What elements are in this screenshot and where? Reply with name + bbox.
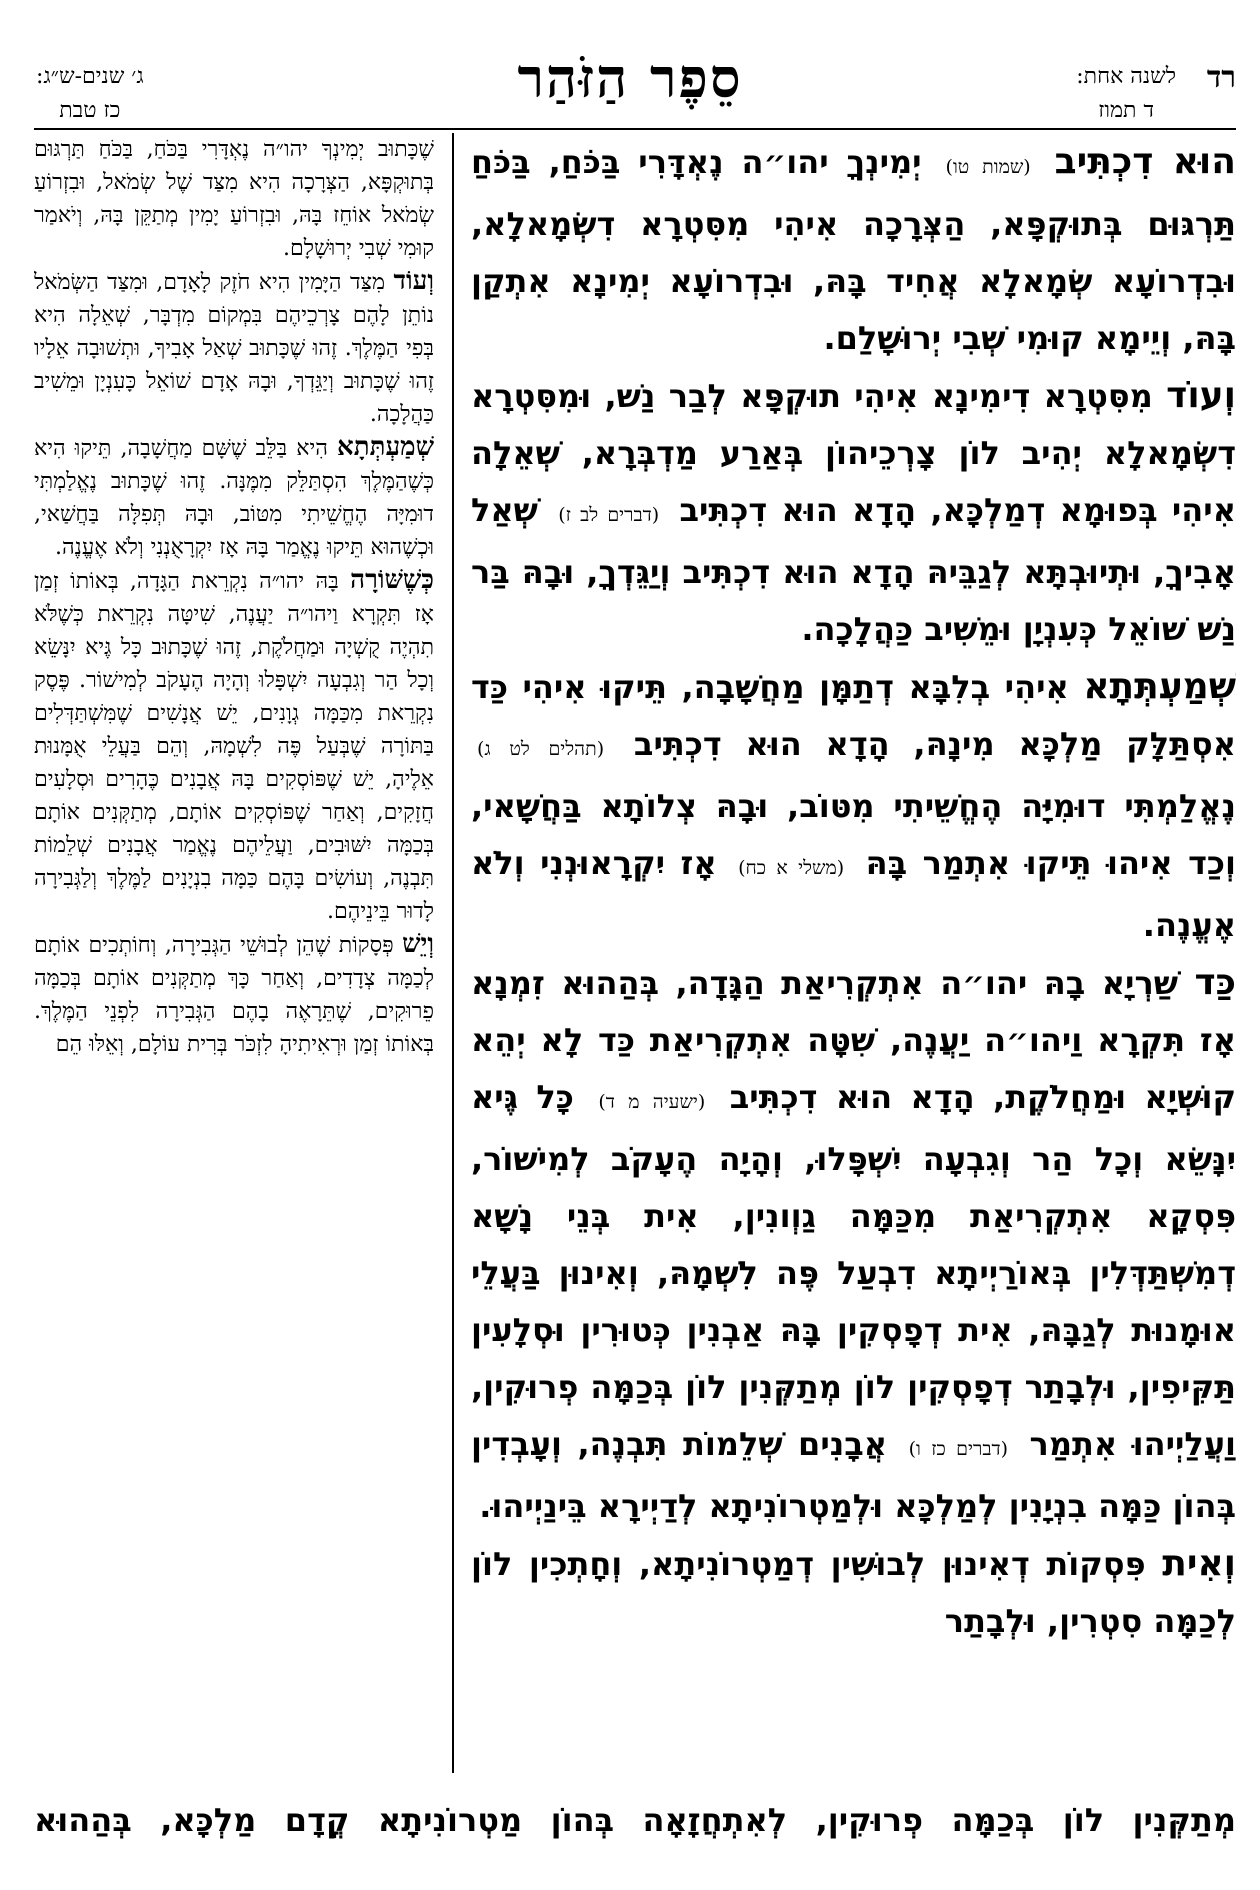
main-p3-text2: נֶאֱלַמְתִּי דוּמִיָּה הֶחֱשֵׁיתִי מִטּוֹב, וּבָהּ צְלוֹתָא בַּחֲשָׁאי, וְכַד אִיהוּ תֵּיקוּ אִתְמַר בָּהּ <box>471 787 1236 882</box>
side-p1-text: שֶׁכָּתוּב יְמִינְךָ יהו״ה נֶאְדָּרִי בַּכֹּחַ, בַּכֹּחַ תַּרְגּוּם בְּתוּקְפָּא, הַצְּרָכָה הִיא מִצַּד שֶׁל שְׂמֹאל, וּבִזְרוֹעַ שְׂמֹאל אוֹחֵז בָּהּ, וּבִזְרוֹעַ יָמִין מְתַקֵּן בָּהּ, וְיֹאמַר קוּמִי שְׁבִי יְרוּשָׁלָם. <box>34 137 434 261</box>
main-p3-text3: אָז יִקְרָאוּנְנִי וְלֹא אֶעֱנֶה. <box>471 844 1236 944</box>
side-p2-text: מִצַּד הַיָּמִין הִיא חֹזֶק לָאָדָם, וּמִצַּד הַשְּׂמֹאל נוֹתֵן לָהֶם צָרְכֵיהֶם בִּמְקוֹם מִדְבָּר, שְׁאֵלָה הִיא בְּפִי הַמֶּלֶךְ. זֶהוּ שֶׁכָּתוּב שְׁאַל אָבִיךָ, וּתְשׁוּבָה אֵלָיו זֶהוּ שֶׁכָּתוּב וְיַגֵּדְךָ, וּבָהּ אָדָם שׁוֹאֵל כָּעִנְיָן וּמֵשִׁיב כַּהֲלָכָה. <box>34 270 434 427</box>
main-paragraph-2 <box>471 367 1236 658</box>
main-p4-text1: שַׁרְיָא בָהּ יהו״ה אִתְקְרִיאַת הַגָּדָה, בְּהַהוּא זִמְנָא אָז תִּקְרָא וַיהו״ה יַעֲנֶה, שִׁטָּה אִתְקְרִיאַת כַּד לָא יְהֵא קוּשְׁיָא וּמַחֲלֹקֶת, הָדָא הוּא דִכְתִּיב <box>471 964 1236 1116</box>
main-p4-text2: כָּל גֶּיא יִנָּשֵׂא וְכָל הַר וְגִבְעָה יִשְׁפָּלוּ, וְהָיָה הֶעָקֹב לְמִישׁוֹר, פִּסְקָא אִתְקְרִיאַת מִכַּמָּה גַוְונִין, אִית בְּנֵי נָשָׁא דְמִשְׁתַּדְּלִין בְּאוֹרַיְיתָא דִבְעַל פֶּה לִשְׁמָהּ, וְאִינוּן בַּעֲלֵי אוּמָנוּת לְגַבָּהּ, אִית דְפָסְקִין בָּהּ אַבְנִין כְּטוּרִין וּסְלָעִין תַּקִּיפִין, וּלְבָתַר דְפָסְקִין לוֹן מְתַקְּנִין לוֹן בְּכַמָּה פְרוּקִין, וַעֲלַיְיהוּ אִתְמַר <box>471 1078 1236 1463</box>
page-number: רד <box>1206 60 1236 95</box>
main-p3-ref: (תהלים לט ג) <box>477 738 605 760</box>
main-paragraph-5 <box>471 1535 1236 1650</box>
main-p3-ref2: (משלי א כח) <box>738 857 845 879</box>
header-right-line2: ד תמוז <box>1098 98 1155 123</box>
main-paragraph-4 <box>471 954 1236 1535</box>
translation-column <box>34 133 434 1773</box>
column-divider <box>452 133 454 1773</box>
continuation-line: מְתַקְּנִין לוֹן בְּכַמָּה פְרוּקִין, לְאִתְחֲזָאָה בְּהוֹן מַטְרוֹנִיתָא קֳדָם מַלְכָּא, בְּהַהוּא <box>34 1801 1236 1839</box>
main-p5-lead: וְאִית <box>1162 1543 1236 1584</box>
page-header <box>0 0 1260 128</box>
header-left-line1: ג׳ שנים-ש״ג: <box>36 64 144 89</box>
main-p3-text1: אִיהִי בְלִבָּא דְתַמָּן מַחֲשָׁבָה, תֵּיקוּ אִיהִי כַּד אִסְתַּלָּק מַלְכָּא מִינָהּ, הָדָא הוּא דִכְתִּיב <box>471 668 1236 763</box>
main-column <box>471 133 1236 1773</box>
main-p2-text2: שְׁאַל אָבִיךָ, וּתְיוּבְתָּא לְגַבֵּיהּ הָדָא הוּא דִכְתִּיב וְיַגֵּדְךָ, וּבָהּ בַּר נַשׁ שׁוֹאֵל כְּעִנְיָן וּמֵשִׁיב כַּהֲלָכָה. <box>471 491 1236 648</box>
main-p4-ref2: (דברים כז ו) <box>908 1438 1009 1460</box>
main-p1-lead: הוּא דִכְתִּיב <box>1054 141 1236 182</box>
side-p3-text: הִיא בַּלֵּב שֶׁשָּׁם מַחֲשָׁבָה, תֵּיקוּ הִיא כְּשֶׁהַמֶּלֶךְ הִסְתַּלֵּק מִמֶּנָּה. זֶהוּ שֶׁכָּתוּב נֶאֱלַמְתִּי דוּמִיָּה הֶחֱשֵׁיתִי מִטּוֹב, וּבָהּ תְּפִלָּה בַּחֲשַׁאי, וּכְשֶׁהוּא תֵּיקוּ נֶאֱמַר בָּהּ אָז יִקְרָאֻנְנִי וְלֹא אֶעֱנֶה. <box>34 436 434 560</box>
header-right-line1: לשנה אחת: <box>1076 64 1176 89</box>
side-p4-text: בָּהּ יהו״ה נִקְרֵאת הַגָּדָה, בְּאוֹתוֹ זְמַן אָז תִּקְרָא וַיהו״ה יַעֲנֶה, שִׁיטָּה נִקְרֵאת כְּשֶׁלֹּא תִהְיֶה קֻשְׁיָה וּמַחֲלֹקֶת, זֶהוּ שֶׁכָּתוּב כָּל גֶּיא יִנָּשֵׂא וְכָל הַר וְגִבְעָה יִשְׁפָּלוּ וְהָיָה הֶעָקֹב לְמִישׁוֹר. פֶּסֶק נִקְרֵאת מִכַּמָּה גְוָנִים, יֵשׁ אֲנָשִׁים שֶׁמִּשְׁתַּדְּלִים בַּתּוֹרָה שֶׁבְּעַל פֶּה לִשְׁמָהּ, וְהֵם בַּעֲלֵי אֻמָּנוּת אֵלֶיהָ, יֵשׁ שֶׁפּוֹסְקִים בָּהּ אֲבָנִים כֶּהָרִים וּסְלָעִים חֲזָקִים, וְאַחַר שֶׁפּוֹסְקִים אוֹתָם, מְתַקְּנִים אוֹתָם בְּכַמָּה יִשּׁוּבִים, וַעֲלֵיהֶם נֶאֱמַר אֲבָנִים שְׁלֵמוֹת תִּבְנֶה, וְעוֹשִׂים בָּהֶם כַּמָּה בִנְיָנִים לַמֶּלֶךְ וְלַגְּבִירָה לָדוּר בֵּינֵיהֶם. <box>34 569 434 924</box>
side-paragraph-3 <box>34 431 434 564</box>
side-p4-lead: כְּשֶׁשּׁוֹרָה <box>350 565 434 595</box>
side-p5-lead: וְיֵשׁ <box>402 929 434 959</box>
side-p5-text: פְּסָקוֹת שֶׁהֵן לְבוּשֵׁי הַגְּבִירָה, וְחוֹתְכִים אוֹתָם לְכַמָּה צְדָדִים, וְאַחַר כָּךְ מְתַקְּנִים אוֹתָם בְּכַמָּה פֵרוּקִים, שֶׁתֵּרָאֶה בָהֶם הַגְּבִירָה לִפְנֵי הַמֶּלֶךְ. בְּאוֹתוֹ זְמַן וּרְאִיתִיהָ לִזְכֹּר בְּרִית עוֹלָם, וְאֵלּוּ הֵם <box>34 933 434 1057</box>
side-paragraph-2 <box>34 265 434 431</box>
main-p2-text1: מִסִּטְרָא דִימִינָא אִיהִי תוּקְפָּא לְבַר נַשׁ, וּמִסִּטְרָא דִשְׂמָאלָא יְהִיב לוֹן צָרְכֵיהוֹן בְּאַרַע מַדְבְּרָא, שְׁאֵלָה אִיהִי בְּפוּמָא דְמַלְכָּא, הָדָא הוּא דִכְתִּיב <box>471 377 1236 529</box>
main-p3-lead: שְׁמַעְתְּתָא <box>1083 666 1236 707</box>
main-p4-ref: (ישעיה מ ד) <box>598 1091 706 1113</box>
header-left-line2: כז טבת <box>59 98 121 123</box>
header-rule <box>34 128 1236 130</box>
side-p2-lead: וְעוֹד <box>393 266 434 296</box>
header-left-block <box>36 60 144 128</box>
main-p4-lead: כַּד <box>1194 962 1236 1003</box>
main-p1-text: יְמִינְךָ יהו״ה נֶאְדָּרִי בַּכֹּחַ, בַּכֹּחַ תַּרְגּוּם בְּתוּקְפָּא, הַצְּרָכָה אִיהִי מִסִּטְרָא דִשְׂמָאלָא, וּבִדְרוֹעָא שְׂמָאלָא אֲחִיד בָּהּ, וּבִדְרוֹעָא יְמִינָא אִתְקַן בָּהּ, וְיֵימָא קוּמִי שְׁבִי יְרוּשָׁלַם. <box>471 143 1236 357</box>
main-p5-text: פִּסְקוֹת דְאִינוּן לְבוּשִׁין דְמַטְרוֹנִיתָא, וְחָתְכִין לוֹן לְכַמָּה סִטְרִין, וּלְבָתַר <box>471 1545 1236 1640</box>
side-paragraph-1 <box>34 133 434 265</box>
main-p2-ref: (דברים לב ז) <box>558 504 660 526</box>
page-title: סֵפֶר הַזֹּהַר <box>517 46 743 110</box>
main-p4-text3: אֲבָנִים שְׁלֵמוֹת תִּבְנֶה, וְעָבְדִין בְּהוֹן כַּמָּה בִנְיָנִין לְמַלְכָּא וּלְמַטְרוֹנִיתָא לְדַיְירָא בֵּינַיְיהוּ. <box>471 1425 1236 1525</box>
main-paragraph-3 <box>471 658 1236 954</box>
main-paragraph-1 <box>471 133 1236 367</box>
main-p2-lead: וְעוֹד <box>1166 375 1236 416</box>
side-paragraph-5 <box>34 928 434 1061</box>
side-paragraph-4 <box>34 564 434 928</box>
main-p1-ref: (שמות טו) <box>945 156 1031 178</box>
side-p3-lead: שְׁמַעְתְּתָא <box>337 432 434 462</box>
